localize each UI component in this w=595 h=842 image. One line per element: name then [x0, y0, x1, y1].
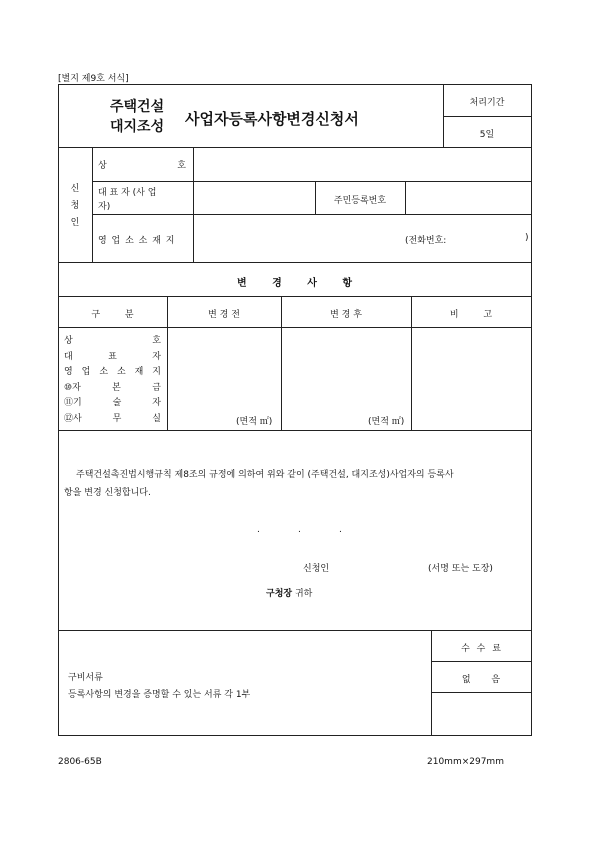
list-item: 영 업 소 소 재 지	[64, 367, 161, 377]
list-item: ⑫사 무 실	[64, 413, 161, 424]
title-type-block	[110, 97, 164, 137]
required-documents-title: 구비서류	[68, 673, 103, 683]
resident-number-field[interactable]	[406, 182, 530, 213]
applicant-side-label: 신 청 인	[70, 184, 80, 228]
recipient	[266, 586, 312, 599]
representative-label: 대 표 자 (사 업 자)	[98, 188, 157, 212]
list-item: 대 표 자	[64, 351, 161, 362]
form-number-label: [별지 제9호 서식]	[58, 74, 129, 84]
title-type-housing: 주택건설	[110, 99, 165, 115]
applicant-sign-label: 신청인	[303, 564, 330, 574]
column-before: 변 경 전	[208, 310, 240, 320]
form-code: 2806-65B	[58, 757, 102, 767]
applicant-name-field[interactable]	[340, 556, 422, 574]
date-year-dot: .	[257, 525, 260, 535]
phone-close-paren: )	[525, 233, 529, 243]
change-items-list	[64, 334, 161, 427]
area-after-label: (면적 ㎡)	[368, 417, 405, 427]
paper-size: 210mm×297mm	[427, 757, 504, 767]
signature-seal-label: (서명 또는 도장)	[428, 564, 493, 574]
area-before-label: (면적 ㎡)	[236, 417, 273, 427]
declaration-text: 주택건설촉진법시행규칙 제8조의 규정에 의하여 위와 같이 (주택건설, 대지조성)사업자의 등록사 항을 변경 신청합니다.	[64, 470, 454, 498]
column-remarks: 비 고	[449, 310, 493, 320]
remarks-field[interactable]	[412, 328, 530, 429]
date-month-dot: .	[298, 525, 301, 535]
fee-value: 없 음	[461, 675, 501, 685]
fee-label: 수 수 료	[461, 644, 501, 654]
resident-number-label: 주민등록번호	[333, 196, 387, 206]
recipient-honorific: 귀하	[294, 589, 313, 599]
representative-field[interactable]	[194, 182, 314, 213]
title-type-land: 대지조성	[110, 119, 165, 135]
phone-label: (전화번호:	[405, 236, 447, 246]
page-title: 사업자등록사항변경신청서	[185, 110, 359, 128]
business-address-field[interactable]	[194, 215, 530, 261]
required-documents-item: 등록사항의 변경을 증명할 수 있는 서류 각 1부	[68, 690, 251, 700]
date-day-dot: .	[339, 525, 342, 535]
processing-period-label: 처리기간	[469, 98, 505, 108]
list-item: 상 호	[64, 336, 161, 346]
column-after: 변 경 후	[330, 310, 362, 320]
recipient-office: 구청장	[266, 589, 293, 599]
column-category: 구 분	[91, 310, 134, 320]
list-item: ⑩자 본 금	[64, 382, 161, 393]
business-address-label: 영 업 소 소 재 지	[98, 236, 176, 246]
trade-name-field[interactable]	[194, 148, 530, 180]
processing-period-value: 5일	[479, 130, 495, 140]
trade-name-label: 상 호	[98, 161, 186, 171]
required-documents	[68, 670, 250, 704]
list-item: ⑪기 술 자	[64, 398, 161, 408]
changes-section-title: 변 경 사 항	[236, 278, 353, 289]
